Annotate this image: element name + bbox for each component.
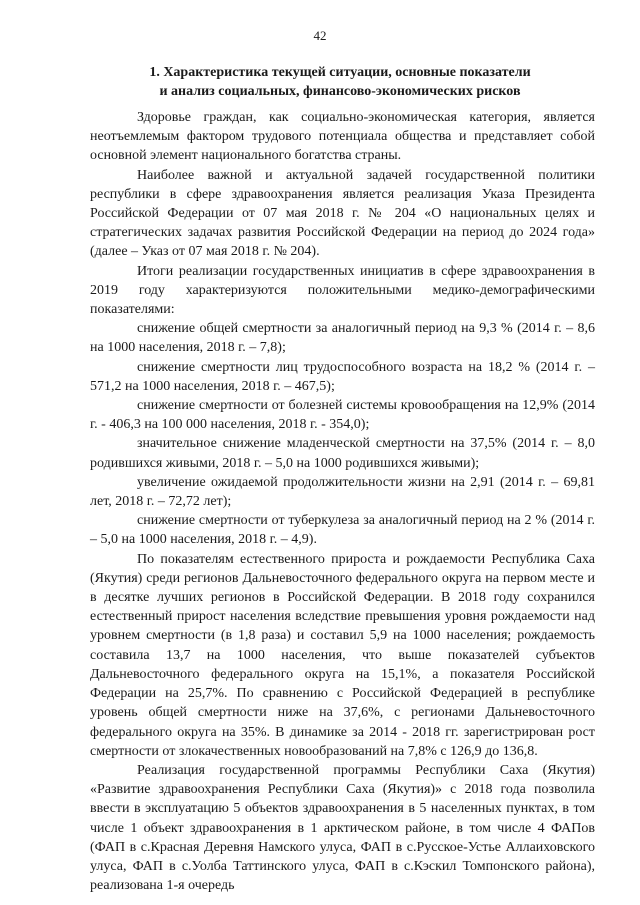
page-number: 42 bbox=[313, 28, 327, 43]
section-heading-line: 1. Характеристика текущей ситуации, основные показатели bbox=[149, 65, 531, 80]
list-item: снижение смертности от болезней системы кровообращения на 12,9% (2014 г. - 406,3 на 100 000 населения, 2018 г. - 354,0); bbox=[90, 398, 595, 433]
section-heading bbox=[90, 63, 590, 101]
paragraph: Реализация государственной программы Республики Саха (Якутия) «Развитие здравоохранения Республики Саха (Якутия)» с 2018 года позволила ввести в эксплуатацию 5 объектов здравоохранения в 5 населенных пунктах, в том числе 1 объект здравоохранения в 1 арктическом районе, в том числе 4 ФАПов (ФАП в с.Красная Деревня Намского улуса, ФАП в с.Русское-Устье Аллаиховского улуса, ФАП в с.Уолба Таттинского улуса, ФАП в с.Кэскил Томпонского района), реализована 1-я очередь bbox=[90, 762, 595, 894]
list-item: снижение общей смертности за аналогичный период на 9,3 % (2014 г. – 8,6 на 1000 населения, 2018 г. – 7,8); bbox=[90, 321, 595, 356]
list-item: снижение смертности от туберкулеза за аналогичный период на 2 % (2014 г. – 5,0 на 1000 населения, 2018 г. – 4,9). bbox=[90, 513, 595, 548]
list-item: снижение смертности лиц трудоспособного возраста на 18,2 % (2014 г. – 571,2 на 1000 населения, 2018 г. – 467,5); bbox=[90, 359, 595, 394]
paragraph: Здоровье граждан, как социально-экономическая категория, является неотъемлемым фактором трудового потенциала общества и представляет собой основной элемент национального богатства страны. bbox=[90, 110, 595, 164]
body-text bbox=[90, 108, 595, 895]
paragraph: По показателям естественного прироста и рождаемости Республика Саха (Якутия) среди регионов Дальневосточного федерального округа на первом месте и в десятке лучших регионов в Российской Федерации. В 2018 году сохранился естественный прирост населения вследствие превышения уровня рождаемости над уровнем смертности (в 1,8 раза) и составил 5,9 на 1000 населения; рождаемость составила 13,7 на 1000 населения, что выше показателей субъектов Дальневосточного федерального округа на 15,1%, а показателя Российской Федерации на 25,7%. По сравнению с Российской Федерацией в республике уровень общей смертности ниже на 37,6%, с регионами Дальневосточного федерального округа на 35%. В динамике за 2014 - 2018 гг. зарегистрирован рост смертности от злокачественных новообразований на 7,8% с 126,9 до 136,8. bbox=[90, 551, 595, 759]
list-item: значительное снижение младенческой смертности на 37,5% (2014 г. – 8,0 родившихся живыми, 2018 г. – 5,0 на 1000 родившихся живыми); bbox=[90, 436, 595, 471]
paragraph: Итоги реализации государственных инициатив в сфере здравоохранения в 2019 году характеризуются положительными медико-демографическими показателями: bbox=[90, 263, 595, 318]
paragraph: Наиболее важной и актуальной задачей государственной политики республики в сфере здравоохранения является реализация Указа Президента Российской Федерации от 07 мая 2018 г. № 204 «О национальных целях и стратегических задачах развития Российской Федерации на период до 2024 года» (далее – Указ от 07 мая 2018 г. № 204). bbox=[90, 167, 595, 260]
list-item: увеличение ожидаемой продолжительности жизни на 2,91 (2014 г. – 69,81 лет, 2018 г. – 72,72 лет); bbox=[90, 474, 595, 510]
section-heading-line: и анализ социальных, финансово-экономических рисков bbox=[159, 84, 521, 99]
